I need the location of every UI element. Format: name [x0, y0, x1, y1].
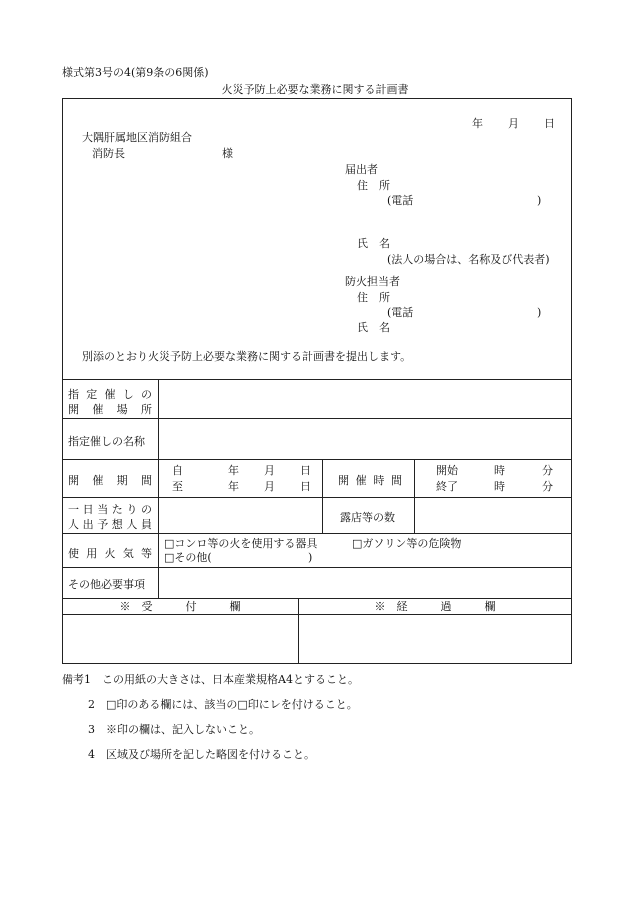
daily-label-2: 人 出 予 想 人 員: [68, 518, 152, 531]
manager-address-label: 住 所: [357, 291, 390, 304]
progress-label: ※ 経 過 欄: [374, 600, 496, 613]
fire-option-gasoline[interactable]: □ガソリン等の危険物: [352, 537, 462, 550]
time-start: 開始: [436, 464, 458, 477]
date-year: 年: [472, 117, 483, 130]
recipient-chief: 消防長: [92, 147, 125, 160]
applicant-heading: 届出者: [345, 163, 378, 176]
event-name-input[interactable]: [160, 420, 570, 458]
note-2: 2 □印のある欄には、該当の□印にレを付けること。: [88, 698, 358, 711]
other-input[interactable]: [160, 569, 570, 597]
stalls-input[interactable]: [416, 499, 570, 532]
period-label: 開 催 期 間: [68, 474, 152, 487]
time-end: 終了: [436, 480, 458, 493]
date-month: 月: [508, 117, 519, 130]
form-number: 様式第3号の4(第9条の6関係): [62, 66, 209, 79]
manager-heading: 防火担当者: [345, 275, 400, 288]
manager-phone-close: ): [537, 306, 542, 319]
period-to-year: 年: [228, 480, 239, 493]
reception-label: ※ 受 付 欄: [119, 600, 241, 613]
recipient-honorific: 様: [222, 147, 233, 160]
note-1: 備考1 この用紙の大きさは、日本産業規格A4とすること。: [62, 673, 359, 686]
manager-name-label: 氏 名: [357, 321, 390, 334]
applicant-phone-close: ): [537, 194, 542, 207]
time-start-hour: 時: [494, 464, 505, 477]
time-end-hour: 時: [494, 480, 505, 493]
applicant-name-label: 氏 名: [357, 237, 390, 250]
event-name-label: 指定催しの名称: [68, 435, 145, 448]
stalls-label: 露店等の数: [340, 511, 395, 524]
fire-option-stove[interactable]: □コンロ等の火を使用する器具: [164, 537, 318, 550]
time-end-minute: 分: [542, 480, 553, 493]
applicant-phone-open: (電話: [387, 194, 414, 207]
form-title: 火災予防上必要な業務に関する計画書: [221, 83, 409, 96]
applicant-corp-note: (法人の場合は、名称及び代表者): [387, 253, 550, 266]
time-start-minute: 分: [542, 464, 553, 477]
recipient-org: 大隅肝属地区消防組合: [82, 131, 192, 144]
period-to: 至: [172, 480, 183, 493]
fire-option-other[interactable]: □その他(: [164, 551, 212, 564]
period-from-day: 日: [300, 464, 311, 477]
applicant-address-label: 住 所: [357, 179, 390, 192]
fire-option-other-close: ): [308, 551, 313, 564]
venue-label-2: 開 催 場 所: [68, 403, 152, 416]
period-from-month: 月: [264, 464, 275, 477]
venue-label-1: 指 定 催 し の: [68, 388, 152, 401]
manager-phone-open: (電話: [387, 306, 414, 319]
period-from-year: 年: [228, 464, 239, 477]
other-label: その他必要事項: [68, 578, 145, 591]
statement: 別添のとおり火災予防上必要な業務に関する計画書を提出します。: [82, 350, 412, 363]
period-to-day: 日: [300, 480, 311, 493]
venue-input[interactable]: [160, 381, 570, 417]
daily-label-1: 一 日 当 た り の: [68, 503, 152, 516]
daily-attendance-input[interactable]: [160, 499, 321, 532]
period-from: 自: [172, 464, 183, 477]
note-4: 4 区域及び場所を記した略図を付けること。: [88, 748, 315, 761]
time-label: 開 催 時 間: [338, 474, 402, 487]
period-to-month: 月: [264, 480, 275, 493]
fire-label: 使 用 火 気 等: [68, 547, 152, 560]
date-day: 日: [544, 117, 555, 130]
note-3: 3 ※印の欄は、記入しないこと。: [88, 723, 260, 736]
